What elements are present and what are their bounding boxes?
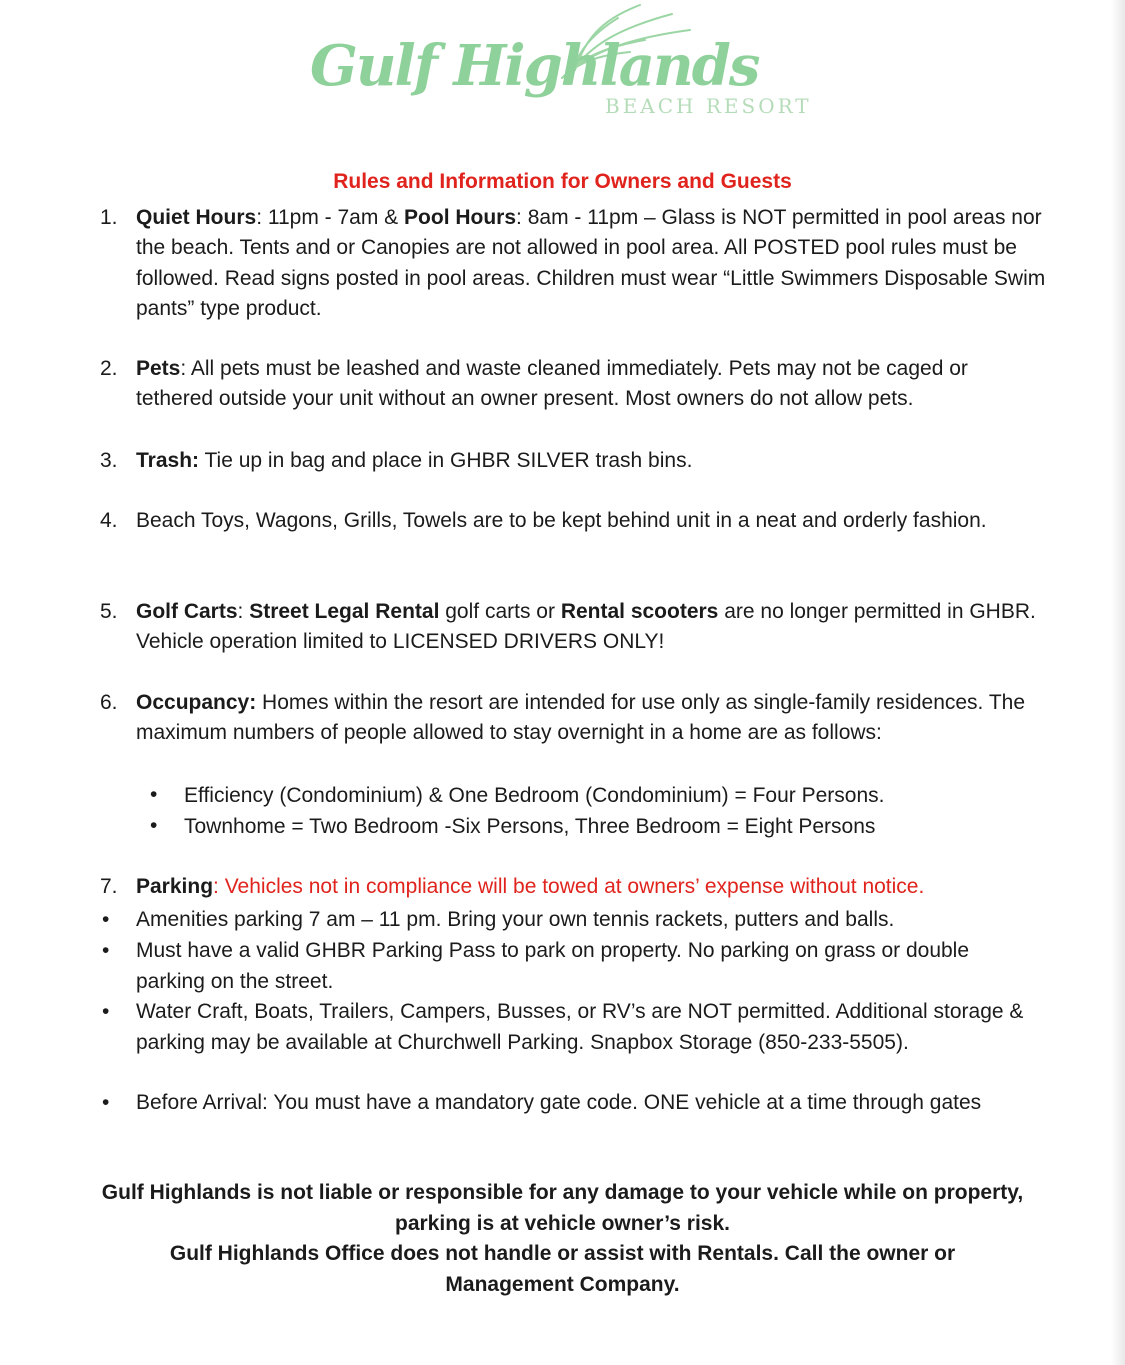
rule-5-text-b: golf carts or xyxy=(439,600,561,623)
rule-1-label-pool-hours: Pool Hours xyxy=(404,206,517,229)
footer-liability-notice: Gulf Highlands is not liable or responsible for any damage to your vehicle while on property, parking is at vehicle owner’s risk. xyxy=(101,1181,1024,1235)
rule-5-label-street-legal: Street Legal Rental xyxy=(249,600,440,623)
rule-5-golf-carts xyxy=(136,597,1046,658)
rule-7-colon: : xyxy=(213,875,225,898)
parking-bullet-3-marker: • xyxy=(102,1000,110,1023)
rule-3-trash xyxy=(136,446,1046,476)
rule-7-number: 7. xyxy=(100,875,118,898)
parking-bullet-4: Before Arrival: You must have a mandatory gate code. ONE vehicle at a time through gates xyxy=(136,1091,982,1114)
rule-3-text: Tie up in bag and place in GHBR SILVER trash bins. xyxy=(199,449,693,472)
rule-5-text-a: : xyxy=(237,600,250,623)
parking-bullet-1: Amenities parking 7 am – 11 pm. Bring your own tennis rackets, putters and balls. xyxy=(136,908,895,931)
rule-1-text-a: : 11pm - 7am & xyxy=(256,206,405,229)
rule-7-label: Parking xyxy=(136,875,214,898)
rule-5-text-c: are no longer permitted in GHBR. Vehicle operation limited to LICENSED DRIVERS ONLY! xyxy=(136,600,1036,654)
rule-1-number: 1. xyxy=(100,206,118,229)
rule-4-beach-toys: Beach Toys, Wagons, Grills, Towels are to be kept behind unit in a neat and orderly fashion. xyxy=(136,509,987,532)
rule-2-number: 2. xyxy=(100,357,118,380)
parking-bullet-1-marker: • xyxy=(102,908,110,931)
rule-6-bullet-2-marker: • xyxy=(150,814,158,837)
rule-6-text: Homes within the resort are intended for use only as single-family residences. The maximum numbers of people allowed to stay overnight in a home are as follows: xyxy=(136,691,1026,745)
footer-rentals-notice: Gulf Highlands Office does not handle or assist with Rentals. Call the owner or Management Company. xyxy=(169,1242,956,1296)
rule-7-parking xyxy=(136,872,1046,902)
rule-2-text: : All pets must be leashed and waste cleaned immediately. Pets may not be caged or tethered outside your unit without an owner present. Most owners do not allow pets. xyxy=(136,357,968,411)
logo-wordmark: Gulf Highlands xyxy=(310,33,759,99)
resort-logo xyxy=(300,0,820,125)
rule-5-label-rental-scooters: Rental scooters xyxy=(560,600,719,623)
rule-3-number: 3. xyxy=(100,449,118,472)
parking-bullet-4-marker: • xyxy=(102,1091,110,1114)
rule-2-pets xyxy=(136,354,1046,415)
rule-3-label: Trash: xyxy=(136,449,200,472)
rule-4-number: 4. xyxy=(100,509,118,532)
rule-6-occupancy xyxy=(136,688,1046,749)
rule-7-warning: Vehicles not in compliance will be towed at owners’ expense without notice. xyxy=(224,875,925,898)
rule-6-number: 6. xyxy=(100,691,118,714)
rule-2-label: Pets xyxy=(136,357,181,380)
parking-bullet-3: Water Craft, Boats, Trailers, Campers, Busses, or RV’s are NOT permitted. Additional storage & parking may be available at Churchwell Parking. Snapbox Storage (850-233-5505). xyxy=(136,1000,1024,1054)
rule-6-bullet-1: Efficiency (Condominium) & One Bedroom (Condominium) = Four Persons. xyxy=(184,784,885,807)
grass-logo-icon xyxy=(300,0,820,125)
rule-5-label-golf-carts: Golf Carts xyxy=(136,600,238,623)
rule-1-label-quiet-hours: Quiet Hours xyxy=(136,206,257,229)
rule-6-bullet-1-marker: • xyxy=(150,783,158,806)
rule-1-text-b: : 8am - 11pm – Glass is NOT permitted in pool areas nor the beach. Tents and or Canopies are not allowed in pool area. All POSTED pool rules must be followed. Read signs posted in pool areas. Children must wear “Little Swimmers Disposable Swim pants” type product. xyxy=(136,206,1046,321)
logo-subtitle: BEACH RESORT xyxy=(605,94,812,118)
rule-5-number: 5. xyxy=(100,600,118,623)
page-edge-shadow xyxy=(1111,0,1125,1365)
rule-1-quiet-hours xyxy=(136,203,1046,325)
rule-6-bullet-2: Townhome = Two Bedroom -Six Persons, Three Bedroom = Eight Persons xyxy=(184,815,876,838)
parking-bullet-2: Must have a valid GHBR Parking Pass to park on property. No parking on grass or double parking on the street. xyxy=(136,939,970,993)
rule-6-label: Occupancy: xyxy=(136,691,257,714)
document-title: Rules and Information for Owners and Guests xyxy=(333,170,792,193)
parking-bullet-2-marker: • xyxy=(102,939,110,962)
